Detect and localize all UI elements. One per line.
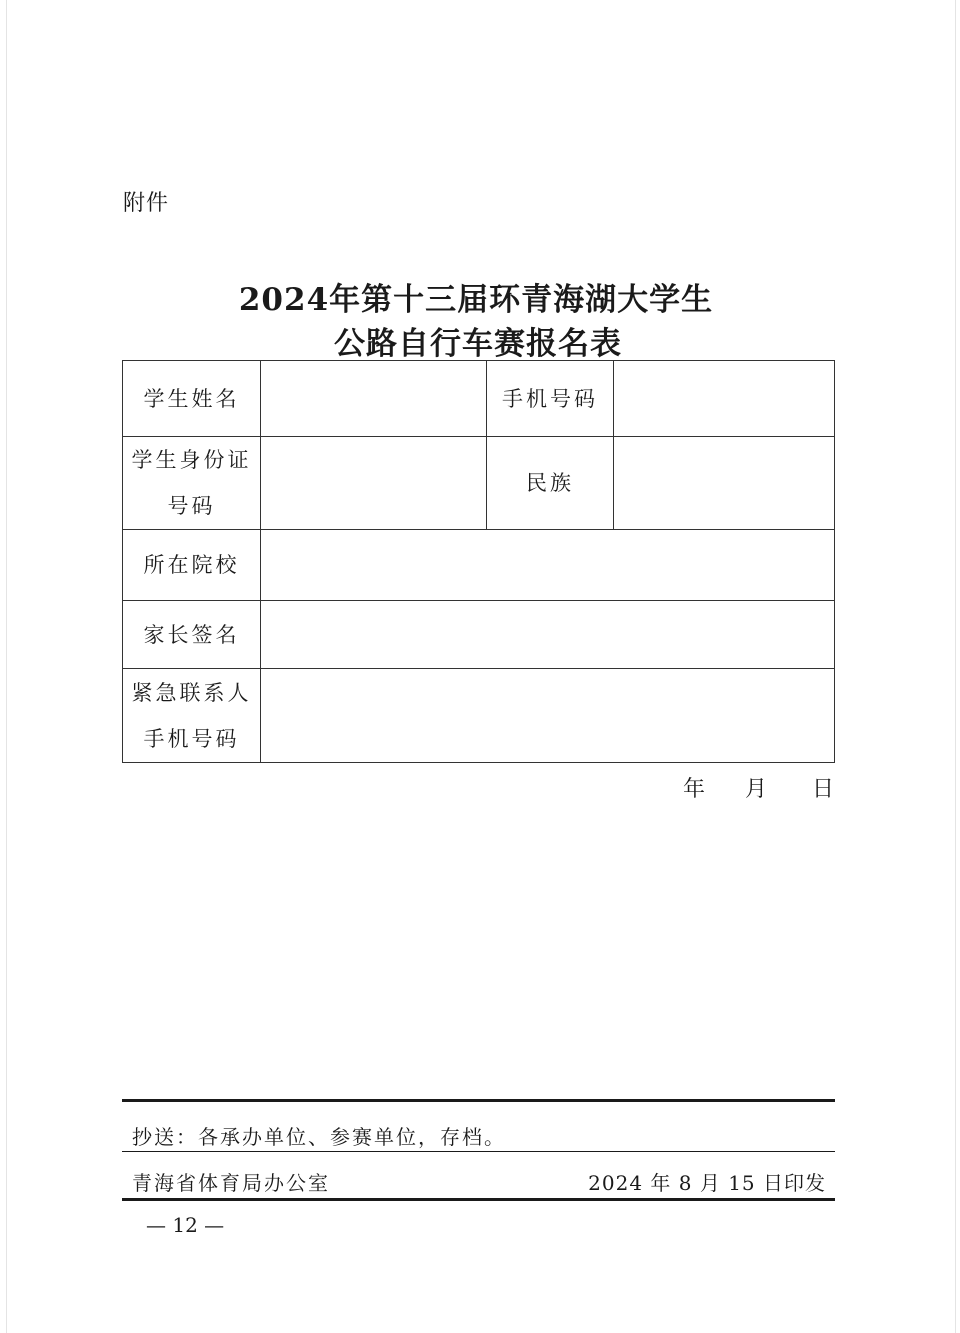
- id-number-label-line2: 号码: [167, 494, 216, 518]
- issuing-office: 青海省体育局办公室: [132, 1171, 330, 1195]
- date-day-label: 日: [812, 777, 835, 802]
- table-row: [123, 530, 835, 601]
- student-name-field[interactable]: [261, 361, 487, 437]
- table-row: [123, 361, 835, 437]
- school-label: 所在院校: [123, 530, 261, 601]
- footer-top-rule: [122, 1099, 835, 1102]
- footer-middle-rule: [122, 1151, 835, 1152]
- table-row: [123, 669, 835, 763]
- page-right-edge: [955, 0, 956, 1333]
- page-left-edge: [6, 0, 7, 1333]
- phone-label: 手机号码: [487, 361, 614, 437]
- emergency-contact-label-cell: [123, 669, 261, 763]
- school-field[interactable]: [261, 530, 835, 601]
- parent-signature-field[interactable]: [261, 601, 835, 669]
- date-year-label: 年: [683, 777, 706, 802]
- phone-field[interactable]: [614, 361, 835, 437]
- ethnicity-field[interactable]: [614, 437, 835, 530]
- table-row: [123, 601, 835, 669]
- id-number-label-line1: 学生身份证: [131, 448, 252, 472]
- emergency-contact-label-line1: 紧急联系人: [131, 680, 252, 705]
- table-row: [123, 437, 835, 530]
- id-number-field[interactable]: [261, 437, 487, 530]
- date-month-label: 月: [745, 777, 768, 802]
- registration-form-table: [122, 360, 835, 763]
- cc-recipients: 抄送：各承办单位、参赛单位，存档。: [132, 1125, 506, 1149]
- ethnicity-label: 民族: [487, 437, 614, 530]
- issue-date: 2024 年 8 月 15 日印发: [588, 1171, 826, 1195]
- attachment-label: 附件: [123, 191, 170, 216]
- parent-signature-label: 家长签名: [123, 601, 261, 669]
- footer-bottom-rule: [122, 1198, 835, 1201]
- student-name-label: 学生姓名: [123, 361, 261, 437]
- form-title-line1: 2024年第十三届环青海湖大学生: [238, 282, 714, 318]
- id-number-label-cell: [123, 437, 261, 530]
- form-title-line2: 公路自行车赛报名表: [334, 326, 622, 362]
- page-number: — 12 —: [146, 1213, 225, 1237]
- emergency-contact-label-line2: 手机号码: [143, 726, 240, 751]
- emergency-contact-field[interactable]: [261, 669, 835, 763]
